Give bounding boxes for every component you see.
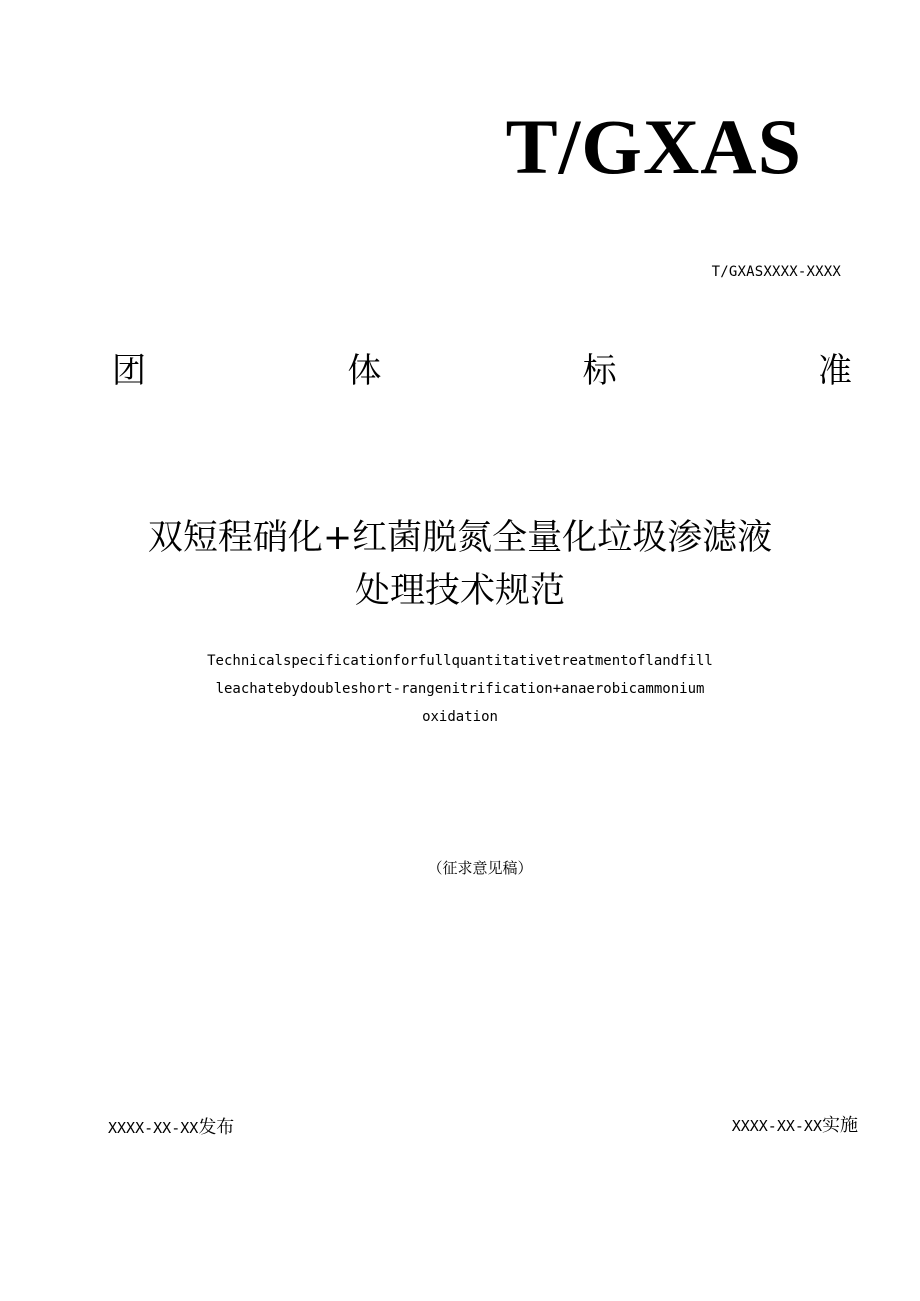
standard-type-char: 准 <box>817 351 852 391</box>
implement-label: 实施 <box>822 1115 858 1136</box>
standard-type-char: 标 <box>582 351 617 391</box>
implement-date <box>732 1111 858 1137</box>
publish-date-value: XXXX-XX-XX <box>108 1119 199 1137</box>
standard-number: T/GXASXXXX-XXXX <box>711 264 841 280</box>
publish-label: 发布 <box>198 1117 235 1138</box>
english-title-line: leachatebydoubleshort-rangenitrification+anaerobicammonium <box>215 681 705 697</box>
chinese-title <box>0 512 920 618</box>
standard-type-heading <box>112 351 852 391</box>
standard-logo: T/GXAS <box>505 103 802 190</box>
publish-date <box>108 1113 234 1139</box>
english-title-line: Technicalspecificationforfullquantitativetreatmentoflandfill <box>207 653 713 669</box>
english-title-line: oxidation <box>422 709 498 725</box>
standard-type-char: 团 <box>112 351 146 391</box>
chinese-title-line: 双短程硝化+红菌脱氮全量化垃圾渗滤液 <box>147 518 773 558</box>
draft-note: （征求意见稿） <box>427 859 533 877</box>
chinese-title-line: 处理技术规范 <box>354 571 565 611</box>
standard-type-char: 体 <box>347 351 382 391</box>
implement-date-value: XXXX-XX-XX <box>731 1117 822 1135</box>
english-title <box>0 647 920 731</box>
